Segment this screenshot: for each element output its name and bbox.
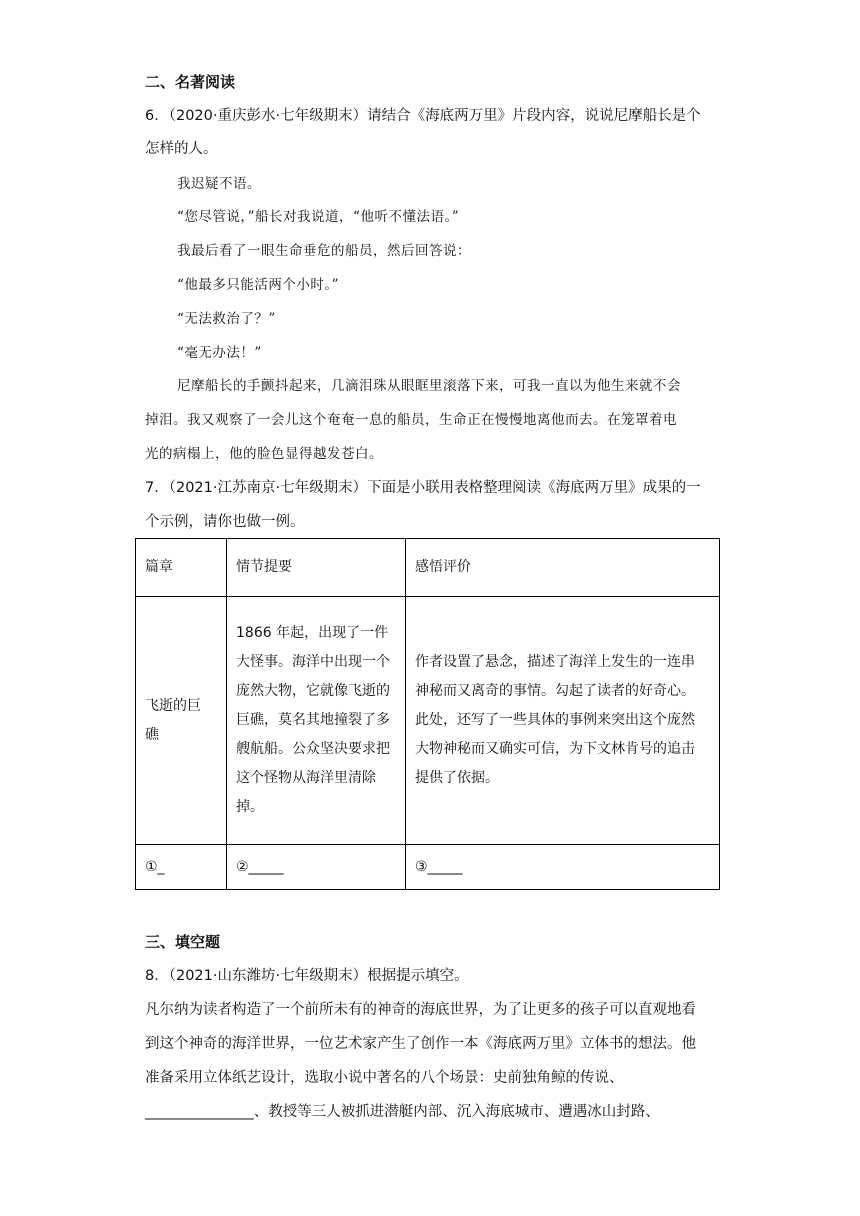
table-header-row [136,539,720,597]
header-comment: 感悟评价 [406,539,720,597]
header-chapter: 篇章 [136,539,227,597]
excerpt-line: 掉泪。我又观察了一会儿这个奄奄一息的船员，生命正在慢慢地离他而去。在笼罩着电 [145,412,677,428]
blank-1: ①_ [136,845,227,890]
excerpt-line: “您尽管说，”船长对我说道，“他听不懂法语。” [177,209,460,225]
question-6-line-1: 6．（2020·重庆彭水·七年级期末）请结合《海底两万里》片段内容，说说尼摩船长是个 [145,108,701,124]
cell-text: 飞逝的巨 [145,697,201,714]
question-8-line-1: 8．（2021·山东潍坊·七年级期末）根据提示填空。 [145,968,469,984]
excerpt-line: 我最后看了一眼生命垂危的船员，然后回答说： [177,243,471,259]
excerpt-line: “他最多只能活两个小时。” [177,277,340,293]
question-7-line-2: 个示例，请你也做一例。 [145,514,305,530]
cell-text: 巨礁，莫名其地撞裂了多 [236,712,390,728]
table-row-blank [136,845,720,890]
cell-text: 提供了依据。 [415,770,499,786]
excerpt-line: “无法救治了？” [177,311,276,327]
cell-text: 礁 [145,726,159,743]
header-plot: 情节提要 [227,539,406,597]
cell-plot [227,597,406,845]
cell-text: 掉。 [236,799,264,815]
question-8-para: _______________、教授等三人被抓进潜艇内部、沉入海底城市、遭遇冰山封路、 [145,1104,660,1120]
cell-text: 神秘而又离奇的事情。勾起了读者的好奇心。 [415,683,695,699]
table-row [136,597,720,845]
question-8-para: 凡尔纳为读者构造了一个前所未有的神奇的海底世界，为了让更多的孩子可以直观地看 [145,1002,696,1018]
reading-notes-table [135,538,720,890]
section-title-fill-in: 三、填空题 [145,933,221,951]
question-8-para: 准备采用立体纸艺设计，选取小说中著名的八个场景：史前独角鲸的传说、 [145,1070,624,1086]
blank-3: ③_____ [406,845,720,890]
cell-text: 这个怪物从海洋里清除 [236,770,376,786]
question-8-para: 到这个神奇的海洋世界，一位艺术家产生了创作一本《海底两万里》立体书的想法。他 [145,1036,696,1052]
cell-text: 艘航船。公众坚决要求把 [236,741,390,757]
excerpt-line: 尼摩船长的手颤抖起来，几滴泪珠从眼眶里滚落下来，可我一直以为他生来就不会 [177,378,681,394]
cell-text: 大怪事。海洋中出现一个 [236,654,390,670]
excerpt-line: “毫无办法！” [177,345,262,361]
excerpt-line: 我迟疑不语。 [177,176,261,192]
cell-chapter [136,597,227,845]
cell-text: 此处，还写了一些具体的事例来突出这个庞然 [415,712,695,728]
question-6-line-2: 怎样的人。 [145,141,218,157]
excerpt-line: 光的病榻上，他的脸色显得越发苍白。 [145,446,383,462]
cell-comment [406,597,720,845]
cell-text: 1866 年起，出现了一件 [236,625,389,641]
cell-text: 作者设置了悬念，描述了海洋上发生的一连串 [415,654,695,670]
blank-2: ②_____ [227,845,406,890]
question-7-line-1: 7．（2021·江苏南京·七年级期末）下面是小联用表格整理阅读《海底两万里》成果的一 [145,480,701,496]
cell-text: 大物神秘而又确实可信，为下文林肯号的追击 [415,741,695,757]
cell-text: 庞然大物，它就像飞逝的 [236,683,390,699]
section-title-famous-works: 二、名著阅读 [145,73,236,91]
